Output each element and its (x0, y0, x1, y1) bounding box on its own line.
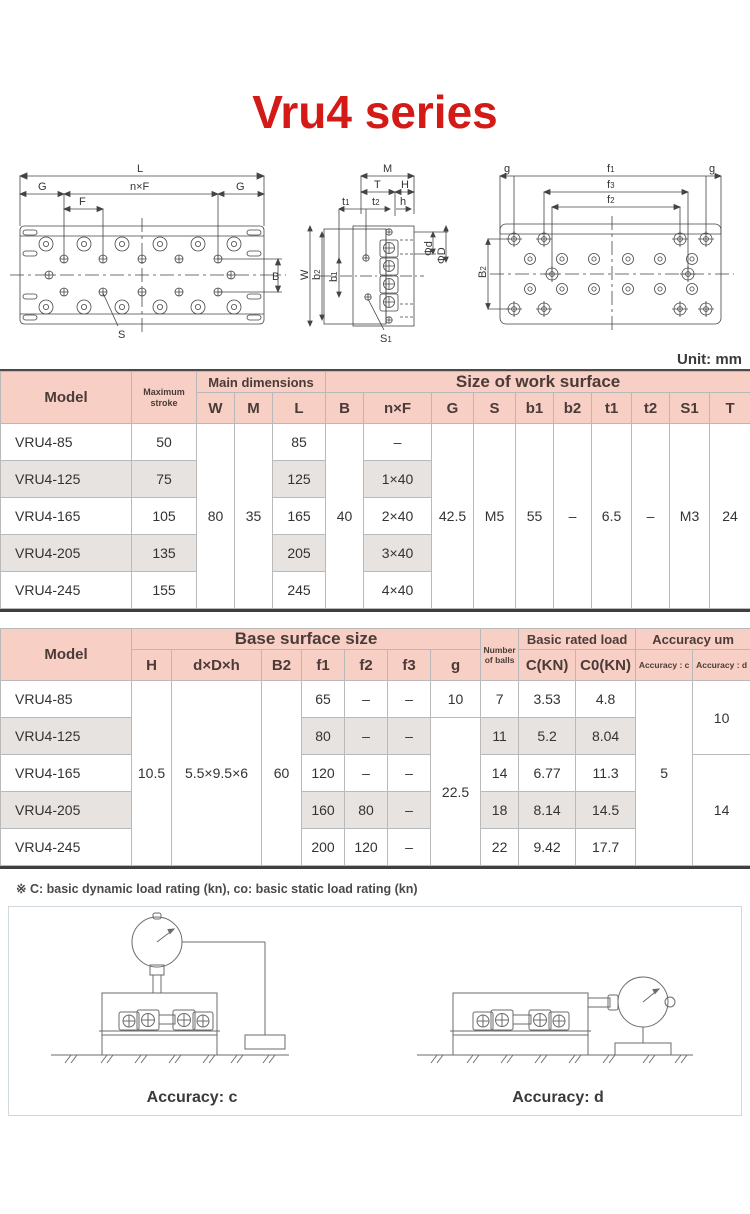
cell-C0: 17.7 (576, 829, 636, 866)
cell-L: 205 (273, 535, 326, 572)
dim-label-b2: b2 (311, 269, 323, 280)
cell-C: 5.2 (519, 718, 576, 755)
accuracy-figure-d (375, 907, 741, 1115)
header-col-G: G (432, 393, 474, 424)
cell-model: VRU4-85 (1, 424, 132, 461)
dim-label-H: H (401, 179, 409, 191)
header-col-C: C(KN) (519, 650, 576, 681)
dim-label-nF: n×F (130, 181, 150, 193)
cell-f3: – (388, 755, 431, 792)
cell-stroke: 50 (132, 424, 197, 461)
cell-f2: 80 (345, 792, 388, 829)
side-view-drawing (296, 154, 476, 349)
cell-g-merged: 22.5 (431, 718, 481, 866)
cell-nF: 1×40 (364, 461, 432, 498)
specifications-table-2 (0, 628, 750, 866)
dim-label-L: L (137, 163, 144, 175)
cell-M: 35 (235, 424, 273, 609)
dim-label-t2: t2 (372, 196, 380, 208)
cell-f2: 120 (345, 829, 388, 866)
cell-t2: – (632, 424, 670, 609)
cell-C: 8.14 (519, 792, 576, 829)
header-col-B2: B2 (262, 650, 302, 681)
cell-stroke: 75 (132, 461, 197, 498)
cell-L: 245 (273, 572, 326, 609)
dim-label-S: S (118, 329, 126, 341)
cell-balls: 18 (481, 792, 519, 829)
header-col-C0: C0(KN) (576, 650, 636, 681)
accuracy-figure-c (9, 907, 375, 1115)
header-col-T: T (710, 393, 750, 424)
cell-f3: – (388, 792, 431, 829)
cell-f2: – (345, 718, 388, 755)
title-section (0, 0, 750, 138)
cell-balls: 22 (481, 829, 519, 866)
cell-balls: 11 (481, 718, 519, 755)
drawings-row (0, 154, 750, 349)
cell-accuracy-d-top: 10 (693, 681, 750, 755)
header-accuracy-um: Accuracy um (636, 629, 750, 650)
header-basic-rated-load: Basic rated load (519, 629, 636, 650)
dim-label-B: B (272, 271, 280, 283)
cell-model: VRU4-205 (1, 535, 132, 572)
header-col-b2: b2 (554, 393, 592, 424)
dim-label-M: M (383, 163, 393, 175)
cell-L: 125 (273, 461, 326, 498)
cell-model: VRU4-165 (1, 498, 132, 535)
header-size-of-work-surface: Size of work surface (326, 372, 750, 393)
cell-L: 165 (273, 498, 326, 535)
cell-G: 42.5 (432, 424, 474, 609)
cell-nF: 3×40 (364, 535, 432, 572)
table-2-block (0, 628, 750, 869)
cell-H: 10.5 (132, 681, 172, 866)
header-col-L: L (273, 393, 326, 424)
cell-model: VRU4-245 (1, 572, 132, 609)
cell-S1: M3 (670, 424, 710, 609)
cell-C: 6.77 (519, 755, 576, 792)
cell-stroke: 135 (132, 535, 197, 572)
dim-label-G-left: G (38, 181, 47, 193)
cell-nF: 4×40 (364, 572, 432, 609)
dim-label-phi-D: ΦD (436, 247, 448, 264)
header-col-W: W (197, 393, 235, 424)
cell-f1: 200 (302, 829, 345, 866)
cell-L: 85 (273, 424, 326, 461)
dim-label-S1: S1 (380, 333, 392, 344)
dim-label-g-left: g (504, 163, 511, 175)
dim-label-h: h (400, 196, 407, 208)
header-col-S1: S1 (670, 393, 710, 424)
dim-label-T: T (374, 179, 381, 191)
dim-label-t1: t1 (342, 196, 350, 208)
specifications-table-1 (0, 371, 750, 609)
cell-model: VRU4-125 (1, 718, 132, 755)
unit-label: Unit: mm (677, 351, 742, 368)
dim-label-B2: B2 (477, 266, 489, 278)
header-model: Model (1, 629, 132, 681)
cell-model: VRU4-165 (1, 755, 132, 792)
accuracy-figures-box (8, 906, 742, 1116)
cell-accuracy-d-bottom: 14 (693, 755, 750, 866)
base-view-drawing (476, 154, 746, 349)
top-view-drawing (6, 154, 296, 349)
cell-f1: 120 (302, 755, 345, 792)
dim-label-f3: f3 (607, 179, 615, 191)
accuracy-d-caption: Accuracy: d (512, 1089, 604, 1106)
dim-label-b1: b1 (328, 271, 340, 282)
header-col-dDh: d×D×h (172, 650, 262, 681)
header-col-g: g (431, 650, 481, 681)
header-col-accuracy-d: Accuracy : d (693, 650, 750, 681)
cell-balls: 7 (481, 681, 519, 718)
dim-label-g-right: g (709, 163, 716, 175)
cell-C: 3.53 (519, 681, 576, 718)
cell-stroke: 155 (132, 572, 197, 609)
header-maximum-stroke: Maximum stroke (132, 372, 197, 424)
header-col-b1: b1 (516, 393, 554, 424)
cell-t1: 6.5 (592, 424, 632, 609)
table-gap (0, 612, 750, 628)
cell-b1: 55 (516, 424, 554, 609)
header-main-dimensions: Main dimensions (197, 372, 326, 393)
header-col-t1: t1 (592, 393, 632, 424)
cell-B2: 60 (262, 681, 302, 866)
cell-balls: 14 (481, 755, 519, 792)
cell-C0: 4.8 (576, 681, 636, 718)
cell-f1: 160 (302, 792, 345, 829)
dim-label-G-right: G (236, 181, 245, 193)
cell-f3: – (388, 681, 431, 718)
header-number-of-balls: Number of balls (481, 629, 519, 681)
cell-nF: – (364, 424, 432, 461)
header-col-f3: f3 (388, 650, 431, 681)
header-col-S: S (474, 393, 516, 424)
cell-g: 10 (431, 681, 481, 718)
cell-f3: – (388, 718, 431, 755)
header-col-accuracy-c: Accuracy : c (636, 650, 693, 681)
cell-f2: – (345, 681, 388, 718)
cell-C0: 8.04 (576, 718, 636, 755)
dim-label-F: F (79, 196, 86, 208)
dim-label-phi-d: Φd (423, 241, 435, 256)
cell-S: M5 (474, 424, 516, 609)
header-col-t2: t2 (632, 393, 670, 424)
header-model: Model (1, 372, 132, 424)
cell-C0: 14.5 (576, 792, 636, 829)
cell-model: VRU4-85 (1, 681, 132, 718)
header-col-f1: f1 (302, 650, 345, 681)
page-title: Vru4 series (252, 86, 498, 138)
cell-dDh: 5.5×9.5×6 (172, 681, 262, 866)
cell-C0: 11.3 (576, 755, 636, 792)
header-col-H: H (132, 650, 172, 681)
table-1-block (0, 371, 750, 612)
header-col-nF: n×F (364, 393, 432, 424)
cell-accuracy-c: 5 (636, 681, 693, 866)
table-row (1, 681, 750, 718)
cell-f3: – (388, 829, 431, 866)
cell-model: VRU4-205 (1, 792, 132, 829)
header-col-M: M (235, 393, 273, 424)
cell-b2: – (554, 424, 592, 609)
cell-nF: 2×40 (364, 498, 432, 535)
cell-W: 80 (197, 424, 235, 609)
dim-label-f2: f2 (607, 194, 615, 206)
load-rating-note: ※ C: basic dynamic load rating (kn), co: basic static load rating (kn) (16, 882, 418, 896)
cell-model: VRU4-245 (1, 829, 132, 866)
cell-stroke: 105 (132, 498, 197, 535)
dim-label-f1: f1 (607, 163, 615, 175)
cell-model: VRU4-125 (1, 461, 132, 498)
table-row (1, 424, 750, 461)
dim-label-W: W (299, 269, 311, 280)
cell-f1: 65 (302, 681, 345, 718)
cell-f1: 80 (302, 718, 345, 755)
cell-f2: – (345, 755, 388, 792)
header-col-B: B (326, 393, 364, 424)
header-col-f2: f2 (345, 650, 388, 681)
accuracy-c-caption: Accuracy: c (146, 1089, 238, 1106)
header-base-surface-size: Base surface size (132, 629, 481, 650)
cell-T: 24 (710, 424, 750, 609)
cell-B: 40 (326, 424, 364, 609)
cell-C: 9.42 (519, 829, 576, 866)
